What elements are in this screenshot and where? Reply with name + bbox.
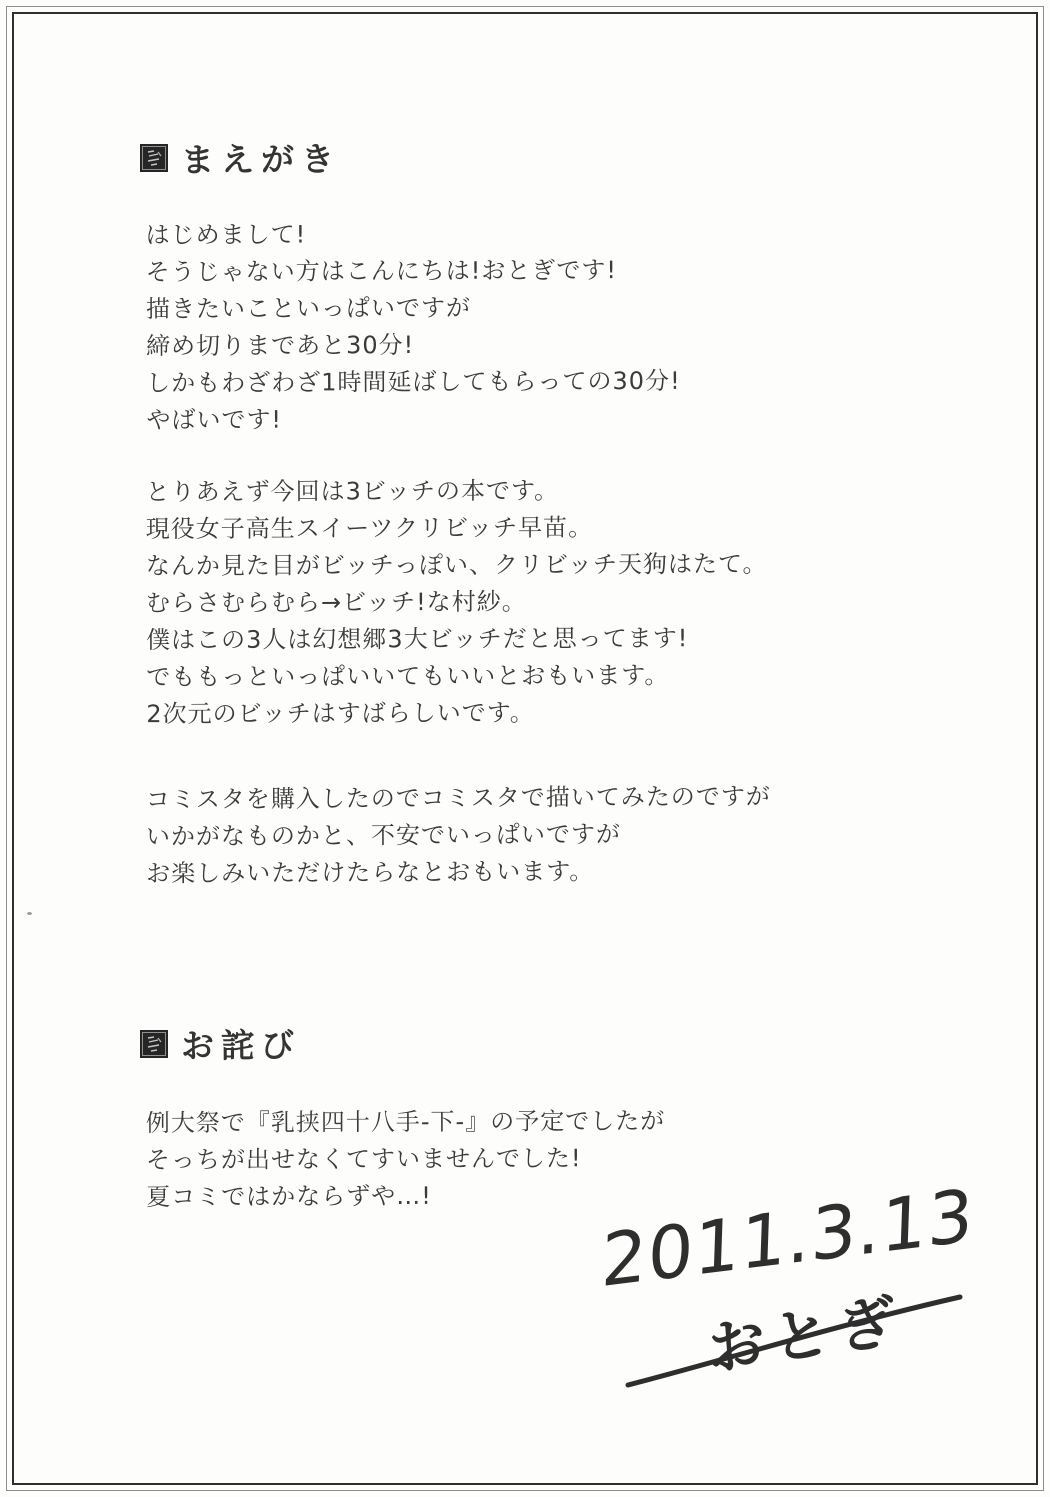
paragraph-book-intro	[146, 472, 769, 733]
text-line: 夏コミではかならずや…!	[146, 1181, 432, 1212]
section-heading-label: お詫び	[180, 1025, 302, 1066]
hanko-seal-icon	[140, 144, 168, 172]
section-heading-apology	[140, 1020, 301, 1067]
text-line: そっちが出せなくてすいませんでした!	[145, 1144, 582, 1175]
text-line: 現役女子高生スイーツクリビッチ早苗。	[145, 513, 594, 544]
text-line: 僕はこの3人は幻想郷3大ビッチだと思ってます!	[146, 624, 689, 655]
text-line: コミスタを購入したのでコミスタで描いてみたのですが	[145, 782, 771, 814]
hanko-seal-icon	[140, 1030, 168, 1058]
text-line: やばいです!	[146, 405, 283, 435]
text-line: とりあえず今回は3ビッチの本です。	[145, 476, 560, 507]
section-heading-label: まえがき	[180, 139, 342, 180]
text-line: いかがなものかと、不安でいっぱいですが	[145, 820, 622, 851]
text-line: しかもわざわざ1時間延ばしてもらっての30分!	[146, 366, 681, 398]
paragraph-greeting	[146, 215, 681, 439]
text-line: なんか見た目がビッチっぽい、クリビッチ天狗はたて。	[145, 549, 768, 581]
section-heading-foreword	[140, 134, 341, 181]
text-line: むらさむらむら→ビッチ!な村紗。	[145, 587, 527, 618]
signature-name: おとぎ	[705, 1285, 906, 1385]
signature-date: 2011.3.13	[599, 1172, 976, 1304]
text-line: 例大祭で『乳挟四十八手-下-』の予定でしたが	[145, 1106, 666, 1138]
text-line: お楽しみいただけたらなとおもいます。	[146, 857, 595, 888]
text-line: 締め切りまであと30分!	[146, 330, 415, 361]
text-line: はじめまして!	[145, 220, 307, 250]
scan-speck	[27, 912, 32, 915]
text-line: でももっといっぱいいてもいいとおもいます。	[146, 661, 670, 692]
text-line: 2次元のビッチはすばらしいです。	[146, 698, 535, 729]
paragraph-apology	[146, 1103, 666, 1216]
paragraph-comistudio	[146, 778, 772, 892]
text-line: そうじゃない方はこんにちは!おとぎです!	[145, 256, 618, 287]
text-line: 描きたいこといっぱいですが	[145, 293, 471, 324]
